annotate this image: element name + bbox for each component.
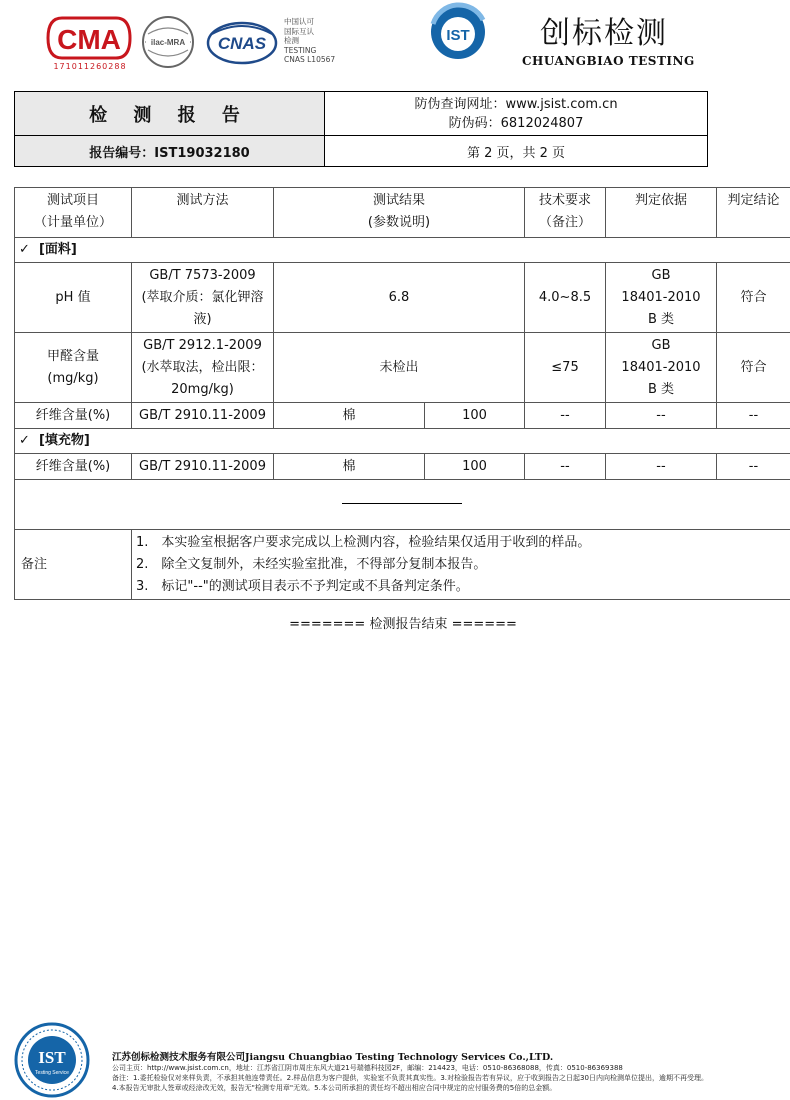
col-header-conclusion: 判定结论	[717, 188, 790, 238]
ilac-text: ilac-MRA	[150, 38, 186, 47]
fiber-filling-conclusion: --	[717, 454, 790, 480]
section-row-filling	[15, 429, 790, 454]
table-row-fiber-fabric	[15, 403, 790, 429]
table-row-notes	[15, 530, 790, 600]
col-header-requirement: 技术要求 （备注）	[525, 188, 606, 238]
ist-logo-text: IST	[446, 27, 470, 44]
ph-result: 6.8	[274, 263, 525, 333]
verification-info	[325, 92, 707, 136]
table-row-blank	[15, 480, 790, 530]
footer-line-1: 公司主页：http://www.jsist.com.cn，地址：江苏省江阴市周庄东风大道21号瑞德科技园2F，邮编：214423，电话：0510-86368088，传真：0510-86369388	[112, 1064, 623, 1072]
test-results-table	[14, 187, 790, 600]
section-row-fabric	[15, 238, 790, 263]
formaldehyde-conclusion: 符合	[717, 333, 790, 403]
footer-seal-text: IST	[38, 1048, 66, 1067]
note-1: 1. 本实验室根据客户要求完成以上检测内容，检验结果仅适用于收到的样品。	[136, 534, 591, 550]
fiber-filling-basis: --	[606, 454, 717, 480]
table-row-formaldehyde	[15, 333, 790, 403]
col-header-result: 测试结果 (参数说明)	[274, 188, 525, 238]
formaldehyde-result: 未检出	[274, 333, 525, 403]
blank-cell	[15, 480, 790, 530]
note-2: 2. 除全文复制外，未经实验室批准，不得部分复制本报告。	[136, 556, 487, 572]
fiber-filling-type: 棉	[274, 454, 425, 480]
brand-name-cn: 创标检测	[540, 16, 668, 51]
fiber-fabric-conclusion: --	[717, 403, 790, 429]
fiber-fabric-value: 100	[425, 403, 525, 429]
col-header-method: 测试方法	[132, 188, 274, 238]
brand-name-en: CHUANGBIAO TESTING	[522, 54, 695, 68]
fiber-filling-requirement: --	[525, 454, 606, 480]
ph-basis: GB 18401-2010 B 类	[606, 263, 717, 333]
ph-item: pH 值	[15, 263, 132, 333]
fiber-fabric-item: 纤维含量(%)	[15, 403, 132, 429]
divider-line	[342, 503, 462, 504]
table-row-ph	[15, 263, 790, 333]
report-header-table	[14, 91, 708, 167]
fiber-filling-method: GB/T 2910.11-2009	[132, 454, 274, 480]
ph-requirement: 4.0~8.5	[525, 263, 606, 333]
footer-line-3: 4.本报告无审批人签章或经涂改无效，报告无"检测专用章"无效。5.本公司所承担的责任均不超出相应合同中规定的应付服务费的5倍的总金额。	[112, 1084, 557, 1092]
fiber-fabric-method: GB/T 2910.11-2009	[132, 403, 274, 429]
fiber-fabric-basis: --	[606, 403, 717, 429]
check-icon: ✓	[19, 433, 30, 448]
verify-code: 防伪码：6812024807	[448, 115, 584, 131]
formaldehyde-requirement: ≤75	[525, 333, 606, 403]
cnas-accreditation-text: 中国认可 国际互认 检测 TESTING CNAS L10567	[284, 17, 336, 64]
report-end-text: ======= 检测报告结束 ======	[289, 617, 517, 632]
table-row-fiber-filling	[15, 454, 790, 480]
table-header-row	[15, 188, 790, 238]
col-header-basis: 判定依据	[606, 188, 717, 238]
fiber-filling-item: 纤维含量(%)	[15, 454, 132, 480]
ist-logo	[428, 2, 488, 62]
formaldehyde-item: 甲醛含量 (mg/kg)	[15, 333, 132, 403]
ilac-mra-logo	[140, 14, 196, 70]
ph-method: GB/T 7573-2009 (萃取介质：氯化钾溶 液)	[132, 263, 274, 333]
footer-line-2: 备注：1.委托检验仅对来样负责，不承担其他连带责任。2.样品信息为客户提供，实验室不负责其真实性。3.对检验报告若有异议，应于收到报告之日起30日内向检测单位提出，逾期不再受理。	[112, 1074, 708, 1082]
formaldehyde-method: GB/T 2912.1-2009 (水萃取法，检出限： 20mg/kg)	[132, 333, 274, 403]
cma-text: CMA	[57, 24, 121, 55]
cma-number: 171011260288	[53, 62, 127, 71]
fiber-fabric-requirement: --	[525, 403, 606, 429]
ph-conclusion: 符合	[717, 263, 790, 333]
cnas-logo	[204, 18, 280, 68]
note-3: 3. 标记"--"的测试项目表示不予判定或不具备判定条件。	[136, 578, 469, 594]
check-icon: ✓	[19, 242, 30, 257]
notes-content	[132, 530, 790, 600]
report-number: 报告编号：IST19032180	[15, 136, 325, 166]
verify-url: 防伪查询网址：www.jsist.com.cn	[414, 96, 618, 112]
footer-seal-sub: Testing Service	[35, 1070, 69, 1076]
footer-ist-seal	[12, 1020, 92, 1100]
formaldehyde-basis: GB 18401-2010 B 类	[606, 333, 717, 403]
section-fabric: ✓ [面料]	[15, 238, 790, 263]
footer-company: 江苏创标检测技术服务有限公司Jiangsu Chuangbiao Testing Technology Services Co.,LTD.	[112, 1052, 554, 1063]
section-filling: ✓ [填充物]	[15, 429, 790, 454]
fiber-fabric-type: 棉	[274, 403, 425, 429]
cnas-text-logo: CNAS	[217, 34, 267, 53]
report-title: 检 测 报 告	[15, 92, 325, 136]
fiber-filling-value: 100	[425, 454, 525, 480]
notes-label: 备注	[15, 530, 132, 600]
page-info: 第 2 页，共 2 页	[466, 145, 566, 161]
col-header-item: 测试项目 （计量单位）	[15, 188, 132, 238]
